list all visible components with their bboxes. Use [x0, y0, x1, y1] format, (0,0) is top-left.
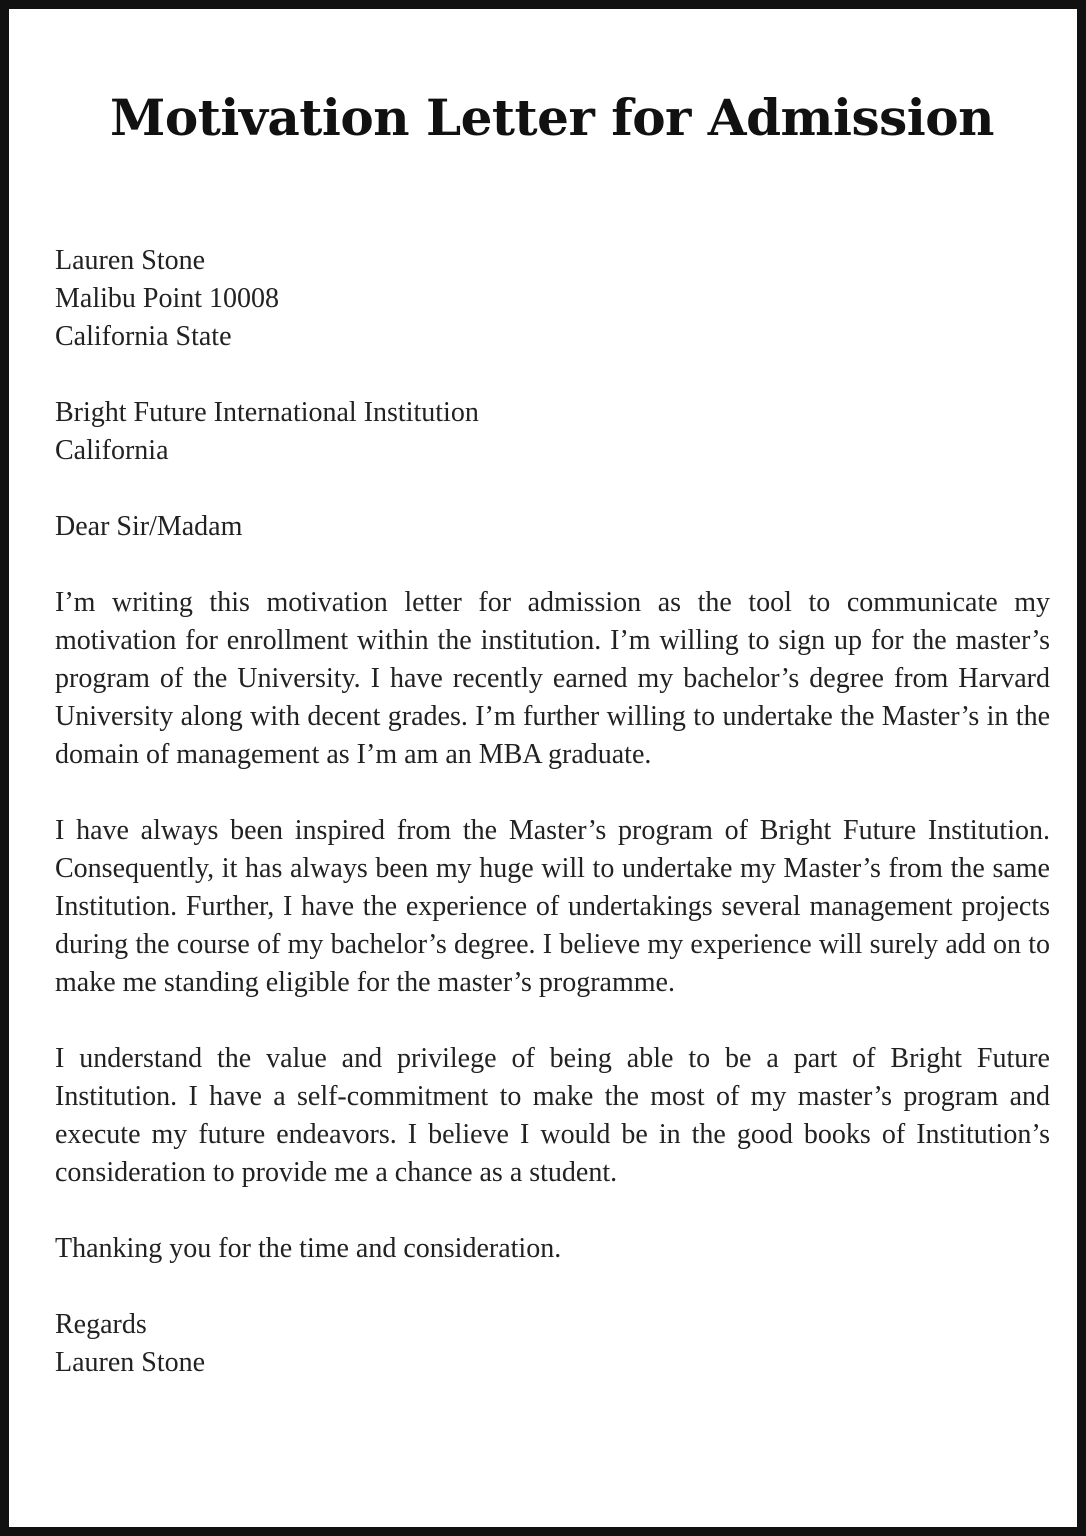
- signature-name: Lauren Stone: [55, 1347, 206, 1378]
- letter-body: [55, 242, 1050, 1382]
- sender-name: Lauren Stone: [55, 245, 206, 276]
- body-paragraph-1: I’m writing this motivation letter for admission as the tool to communicate my motivation for enrollment within the institution. I’m willing to sign up for the master’s program of the University. I have recently earned my bachelor’s degree from Harvard University along with decent grades. I’m further willing to undertake the Master’s in the domain of management as I’m am an MBA graduate.: [55, 587, 1050, 770]
- salutation-text: Dear Sir/Madam: [55, 511, 243, 542]
- sender-address-line-1: Malibu Point 10008: [55, 283, 280, 314]
- sender-address: [55, 242, 1050, 356]
- body-paragraph-2: I have always been inspired from the Master’s program of Bright Future Institution. Consequently, it has always been my huge will to undertake my Master’s from the same Institution. Further, I have the experience of undertakings several management projects during the course of my bachelor’s degree. I believe my experience will surely add on to make me standing eligible for the master’s programme.: [55, 815, 1050, 998]
- recipient-location: California: [55, 435, 169, 466]
- thanks-text: Thanking you for the time and consideration.: [55, 1233, 562, 1264]
- salutation: [55, 508, 1050, 546]
- sender-address-line-2: California State: [55, 321, 232, 352]
- valediction: Regards: [55, 1309, 147, 1340]
- body-paragraph-3: I understand the value and privilege of being able to be a part of Bright Future Institution. I have a self-commitment to make the most of my master’s program and execute my future endeavors. I believe I would be in the good books of Institution’s consideration to provide me a chance as a student.: [55, 1043, 1050, 1188]
- page-title: Motivation Letter for Admission: [110, 88, 994, 147]
- thanks: [55, 1230, 1050, 1268]
- closing: [55, 1306, 1050, 1382]
- recipient-address: [55, 394, 1050, 470]
- recipient-institution: Bright Future International Institution: [55, 397, 479, 428]
